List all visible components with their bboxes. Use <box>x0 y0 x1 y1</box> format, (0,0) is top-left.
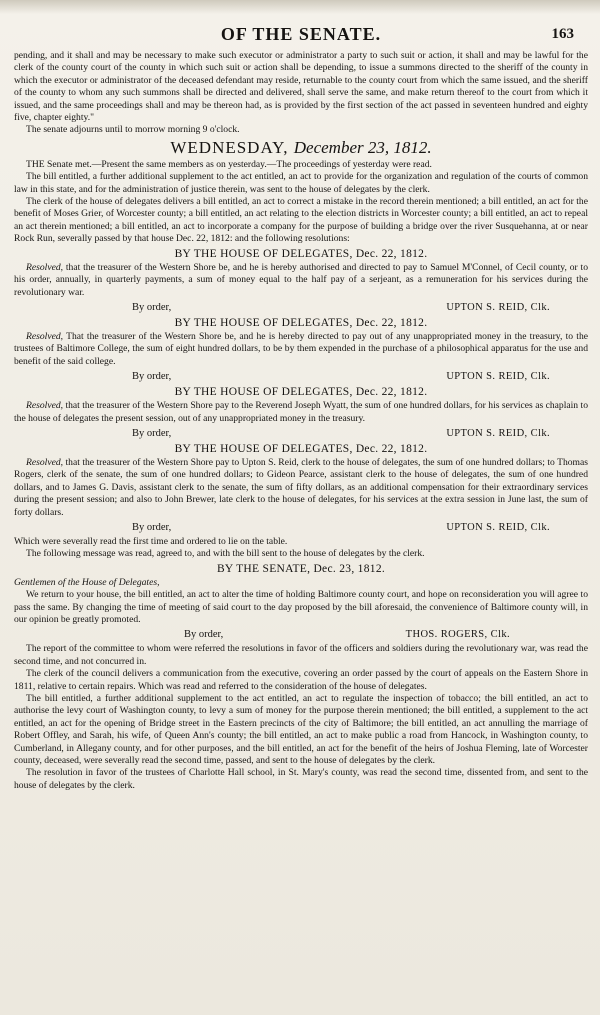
resolution-lead: Resolved, <box>26 456 64 468</box>
day-date: December 23, 1812. <box>293 137 432 157</box>
by-order-label: By order, <box>132 427 172 439</box>
council-communication-paragraph: The clerk of the council delivers a communication from the executive, covering an order passed by the court of appeals on the Eastern Shore in 1811, relative to certain repairs. Which was read and referred to the consideration of the house of delegates. <box>14 668 588 692</box>
clerk-signature: UPTON S. REID, Clk. <box>446 371 550 383</box>
by-order-label: By order, <box>132 371 172 383</box>
resolution-text <box>14 457 588 519</box>
page-number: 163 <box>551 26 574 42</box>
resolution-heading: BY THE HOUSE OF DELEGATES, Dec. 22, 1812. <box>174 316 428 329</box>
clerk-signature: THOS. ROGERS, Clk. <box>405 629 510 641</box>
message-note: The following message was read, agreed to, and with the bill sent to the house of delegates by the clerk. <box>26 548 425 560</box>
resolution-lead: Resolved, <box>26 330 64 342</box>
resolution-body: that the treasurer of the Western Shore pay to the Reverend Joseph Wyatt, the sum of one hundred dollars, for his services as chaplain to the house of delegates the present session, out of any unappropriated money in the treasury. <box>14 400 588 424</box>
clerk-signature: UPTON S. REID, Clk. <box>446 521 550 533</box>
resolution-text <box>14 331 588 368</box>
resolution-body: that the treasurer of the Western Shore be, and he is hereby authorised and directed to pay to Samuel M'Connel, of Cecil county, or to his order, annually, in quarterly payments, a sum of money equal to the half pay of a serjeant, as a remuneration for his services during the revolutionary war. <box>14 261 588 298</box>
message-address: Gentlemen of the House of Delegates, <box>14 576 160 588</box>
senate-message-heading: BY THE SENATE, Dec. 23, 1812. <box>216 562 386 575</box>
bills-passed-paragraph: The bill entitled, a further additional supplement to the act entitled, an act to regulate the inspection of tobacco; the bill entitled, an act to authorise the levy court of Washington county, to levy a sum of money for the purpose therein mentioned; the bill entitled, a supplement to the act entitled, an act for the opening of Bridge street in the Eastern precincts of the city of Baltimore; the bill entitled, an act annulling the marriage of Robert Offley, and Sarah, his wife, of Queen Ann's county; the bill entitled, an act to make public a road from Hancock, in Washington county, to Cumberland, in Allegany county, and for other purposes, and the bill entitled, an act for the benefit of the heirs of Joshua Fleming, late of Worcester county, deceased, were severally read the second time, passed, and sent to the house of delegates by the clerk. <box>14 693 588 767</box>
page-header <box>14 24 588 50</box>
resolution-heading: BY THE HOUSE OF DELEGATES, Dec. 22, 1812. <box>174 247 428 260</box>
day-heading <box>14 138 588 158</box>
senate-message-signature <box>14 628 588 642</box>
resolution-text <box>14 400 588 425</box>
committee-report-paragraph: The report of the committee to whom were referred the resolutions in favor of the officers and soldiers during the revolutionary war, was read the second time, and not concurred in. <box>14 643 588 667</box>
senate-message-text: We return to your house, the bill entitled, an act to alter the time of holding Baltimore county court, and hope on reconsideration you will agree to pass the same. By changing the time of meeting of said court to the day proposed by the bill aforesaid, the convenience of Baltimore county will, in our opinion be greatly promoted. <box>14 589 588 625</box>
resolution-body: that the treasurer of the Western Shore pay to Upton S. Reid, clerk to the house of delegates, the sum of one hundred dollars; to Thomas Rogers, clerk of the senate, the sum of one hundred dollars; to Gideon Pearce, assistant clerk to the house of delegates, the sum of one hundred dollars, and to James G. Davis, assistant clerk to the senate, the sum of fifty dollars, as an additional compensation for their extraordinary services during the present session; and also to John Brewer, late clerk to the house of delegates, for his services at the extra session in June last, the sum of forty dollars. <box>14 456 588 518</box>
adjournment-note: The senate adjourns until to morrow morning 9 o'clock. <box>26 124 240 136</box>
first-reading-note: Which were severally read the first time and ordered to lie on the table. <box>14 535 288 547</box>
resolution-signature <box>14 521 588 535</box>
journal-body <box>14 50 588 792</box>
by-order-label: By order, <box>132 521 172 533</box>
clerk-delivers-paragraph: The clerk of the house of delegates delivers a bill entitled, an act to correct a mistake in the record therein mentioned; a bill entitled, an act for the benefit of Moses Grier, of Worcester county; a bill entitled, an act relating to the election districts in Worcester county; a bill entitled, an act to repeal an act therein mentioned; a bill entitled, an act to incorporate a company for the purpose of building a bridge over the river Susquehanna, at or near Rock Run, severally passed by that house Dec. 22, 1812: and the following resolutions: <box>14 196 588 245</box>
day-weekday: WEDNESDAY, <box>170 137 289 157</box>
resolution-signature <box>14 427 588 441</box>
clerk-signature: UPTON S. REID, Clk. <box>446 427 550 439</box>
resolution-body: That the treasurer of the Western Shore be, and he is hereby directed to pay out of any unappropriated money in the treasury, to the trustees of Baltimore College, the sum of eight hundred dollars, to be by them expended in the purchase of a philosophical apparatus for the use and benefit of the said college. <box>14 330 588 367</box>
charlotte-hall-paragraph: The resolution in favor of the trustees of Charlotte Hall school, in St. Mary's county, was read the second time, dissented from, and sent to the house of delegates by the clerk. <box>14 767 588 791</box>
resolution-heading: BY THE HOUSE OF DELEGATES, Dec. 22, 1812. <box>174 386 428 399</box>
scanned-edge-shadow <box>0 0 600 14</box>
resolution-signature <box>14 370 588 384</box>
by-order-label: By order, <box>132 301 172 313</box>
clerk-signature: UPTON S. REID, Clk. <box>446 301 550 313</box>
resolution-text <box>14 262 588 299</box>
running-title: OF THE SENATE. <box>220 24 382 44</box>
carryover-paragraph: pending, and it shall and may be necessary to make such executor or administrator a party to such suit or action, it shall and may be lawful for the clerk of the county court of the county in which such suit or action shall be depending, to issue a summons directed to the sheriff of the county in which the executor or administrator of the deceased defendant may reside, returnable to the county court from which the same issued, and the sheriff of the county to whom any such summons shall be directed and delivered, shall serve the same, and make return thereof to the court from which it issued, and the same proceedings shall and may be thereon had, as is provided by the first section of the act passed in seventeen hundred and eighty five, chapter eighty." <box>14 50 588 124</box>
senate-met-paragraph: THE Senate met.—Present the same members as on yesterday.—The proceedings of yesterday were read. <box>26 158 432 170</box>
resolution-signature <box>14 301 588 315</box>
by-order-label: By order, <box>184 629 224 641</box>
resolution-heading: BY THE HOUSE OF DELEGATES, Dec. 22, 1812. <box>174 442 428 455</box>
resolution-lead: Resolved, <box>26 261 64 273</box>
resolution-lead: Resolved, <box>26 400 64 412</box>
bill-courts-paragraph: The bill entitled, a further additional supplement to the act entitled, an act to provide for the organization and regulation of the courts of common law in this state, and for the administration of justice therein, was sent to the house of delegates by the clerk. <box>14 171 588 195</box>
